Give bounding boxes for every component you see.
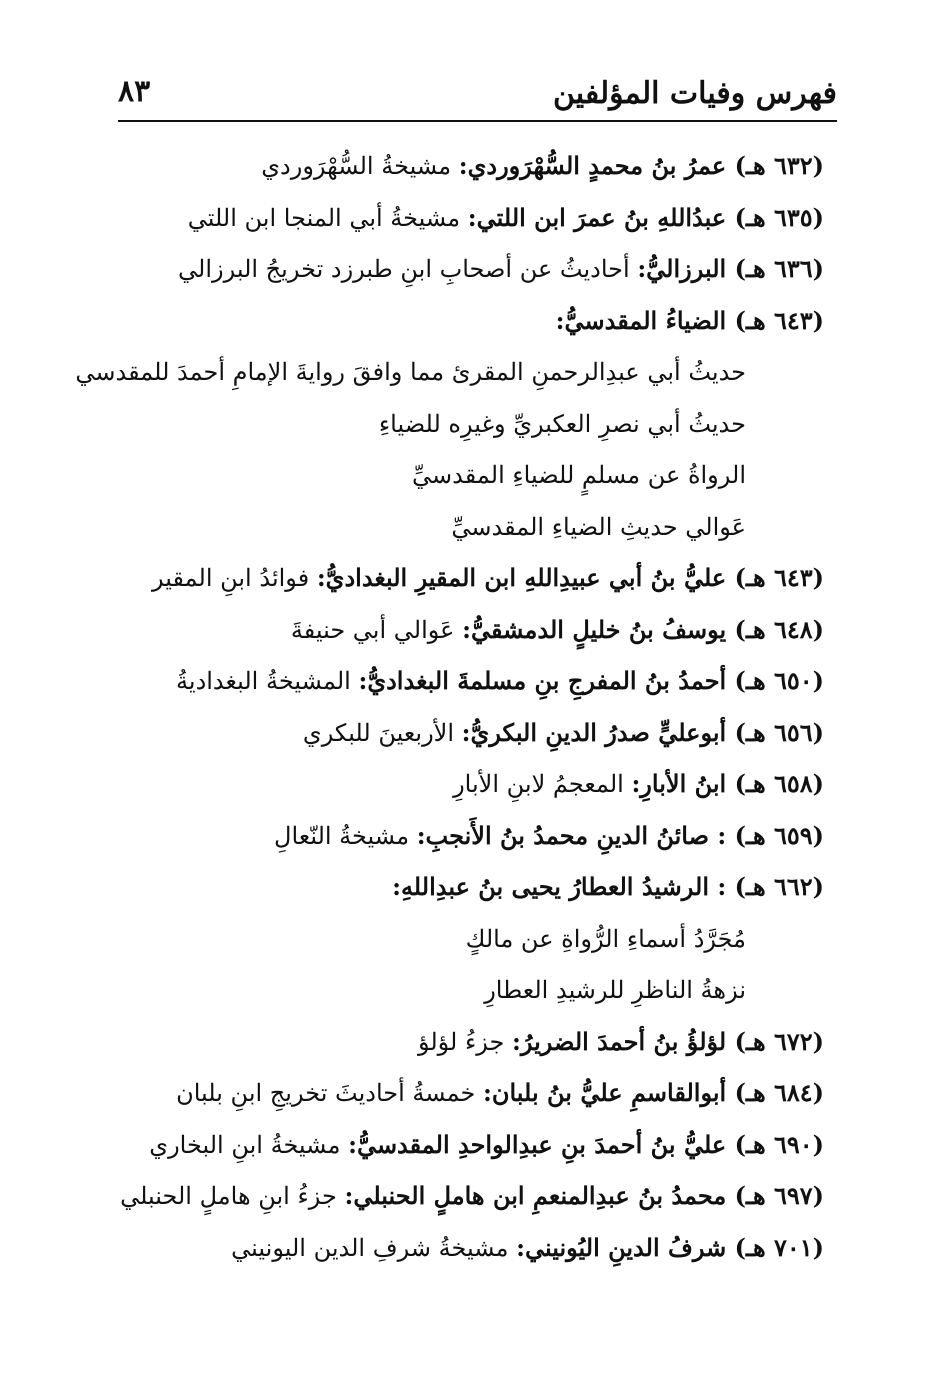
entry-work: المشيخةُ البغداديةُ bbox=[176, 667, 359, 695]
entry-subitem bbox=[100, 501, 824, 553]
entry-author: (٧٠١ هـ) شرفُ الدينِ اليُونيني: bbox=[516, 1232, 824, 1262]
entry-author: (٦٤٣ هـ) الضياءُ المقدسيُّ: bbox=[555, 305, 824, 335]
entry-author: (٦٥٠ هـ) أحمدُ بنُ المفرجِ بنِ مسلمةَ البغداديُّ: bbox=[358, 666, 824, 695]
entry-author: (٦٣٥ هـ) عبدُاللهِ بنُ عمرَ ابن اللتي: bbox=[467, 202, 824, 232]
page-number: ٨٣ bbox=[118, 74, 151, 109]
entry-work: مشيخةُ أبي المنجا ابن اللتي bbox=[187, 203, 468, 232]
entry-author: (٦٩٠ هـ) عليُّ بنُ أحمدَ بنِ عبدِالواحدِ المقدسيُّ: bbox=[348, 1129, 824, 1159]
entry-work: مشيخةُ السُّهْرَوردي bbox=[261, 152, 459, 180]
entry-author: (٦٥٩ هـ) : صائنُ الدينِ محمدُ بنُ الأَنجبِ: bbox=[416, 820, 824, 850]
entry-work: المعجمُ لابنِ الأبارِ bbox=[453, 770, 632, 798]
entry-line bbox=[100, 243, 824, 295]
entry-author: (٦٦٢ هـ) : الرشيدُ العطارُ يحيى بنُ عبدِاللهِ: bbox=[392, 872, 824, 901]
entry-subitem bbox=[75, 346, 824, 398]
entry-work: حديثُ أبي نصرِ العكبريِّ وغيرِه للضياءِ bbox=[378, 409, 746, 438]
entry-line bbox=[100, 655, 824, 707]
entry-work: مشيخةُ ابنِ البخاري bbox=[149, 1130, 349, 1159]
entry-line bbox=[100, 1016, 824, 1068]
entry-work: الأربعينَ للبكري bbox=[302, 718, 462, 747]
entry-author: (٦٣٢ هـ) عمرُ بنُ محمدٍ السُّهْرَوردي: bbox=[458, 151, 824, 180]
entry-line bbox=[100, 1170, 824, 1222]
entry-work: نزهةُ الناظرِ للرشيدِ العطارِ bbox=[484, 976, 746, 1004]
entry-work: مشيخةُ شرفِ الدين اليونيني bbox=[231, 1233, 517, 1262]
entry-author: (٦٤٨ هـ) يوسفُ بنُ خليلٍ الدمشقيُّ: bbox=[462, 614, 824, 644]
entry-work: جزءُ ابنِ هاملٍ الحنبلي bbox=[120, 1182, 345, 1210]
entry-line bbox=[100, 861, 824, 913]
entry-author: (٦٩٧ هـ) محمدُ بنُ عبدِالمنعمِ ابن هاملٍ الحنبلي: bbox=[344, 1181, 824, 1210]
header-rule bbox=[118, 120, 837, 122]
entry-work: عَوالي أبي حنيفةَ bbox=[290, 615, 463, 644]
entry-work: خمسةُ أحاديثَ تخريجِ ابنِ بلبان bbox=[176, 1079, 483, 1107]
entry-subitem bbox=[100, 964, 824, 1016]
entry-subitem bbox=[100, 913, 824, 965]
entry-line bbox=[100, 1067, 824, 1119]
running-title: فهرس وفيات المؤلفين bbox=[552, 76, 837, 111]
entry-line bbox=[100, 707, 824, 759]
entry-author: (٦٥٦ هـ) أبوعليٍّ صدرُ الدينِ البكريُّ: bbox=[461, 717, 824, 747]
entry-line bbox=[100, 140, 824, 192]
entry-work: الرواةُ عن مسلمٍ للضياءِ المقدسيِّ bbox=[412, 461, 746, 489]
entry-line bbox=[100, 295, 824, 347]
entry-line bbox=[100, 810, 824, 862]
entry-work: جزءُ لؤلؤ bbox=[417, 1027, 512, 1056]
entry-author: (٦٨٤ هـ) أبوالقاسمِ عليُّ بنُ بلبان: bbox=[483, 1078, 824, 1107]
entry-work: فوائدُ ابنِ المقير bbox=[152, 564, 317, 592]
entry-subitem bbox=[100, 398, 824, 450]
entry-line bbox=[100, 604, 824, 656]
entry-author: (٦٧٢ هـ) لؤلؤُ بنُ أحمدَ الضريرُ: bbox=[511, 1026, 824, 1056]
entry-author: (٦٣٦ هـ) البرزاليُّ: bbox=[637, 254, 824, 283]
entry-author: (٦٤٣ هـ) عليُّ بنُ أبي عبيدِاللهِ ابن المقيرِ البغداديُّ: bbox=[316, 563, 824, 592]
entry-subitem bbox=[100, 449, 824, 501]
page-header bbox=[118, 70, 837, 120]
entry-work: أحاديثُ عن أصحابِ ابنِ طبرزد تخريجُ البرزالي bbox=[178, 255, 638, 283]
entry-line bbox=[100, 1119, 824, 1171]
entry-work: مُجَرَّدُ أسماءِ الرُّواةِ عن مالكٍ bbox=[465, 924, 746, 953]
entry-work: مشيخةُ النّعالِ bbox=[274, 821, 417, 850]
entry-author: (٦٥٨ هـ) ابنُ الأبارِ: bbox=[631, 769, 824, 798]
entry-line bbox=[100, 758, 824, 810]
entry-work: عَوالي حديثِ الضياءِ المقدسيِّ bbox=[451, 512, 746, 541]
entries-list bbox=[75, 140, 824, 1273]
entry-line bbox=[100, 192, 824, 244]
entry-line bbox=[100, 552, 824, 604]
entry-line bbox=[100, 1222, 824, 1274]
entry-work: حديثُ أبي عبدِالرحمنِ المقرئ مما وافقَ روايةَ الإمامِ أحمدَ للمقدسي bbox=[75, 358, 746, 386]
